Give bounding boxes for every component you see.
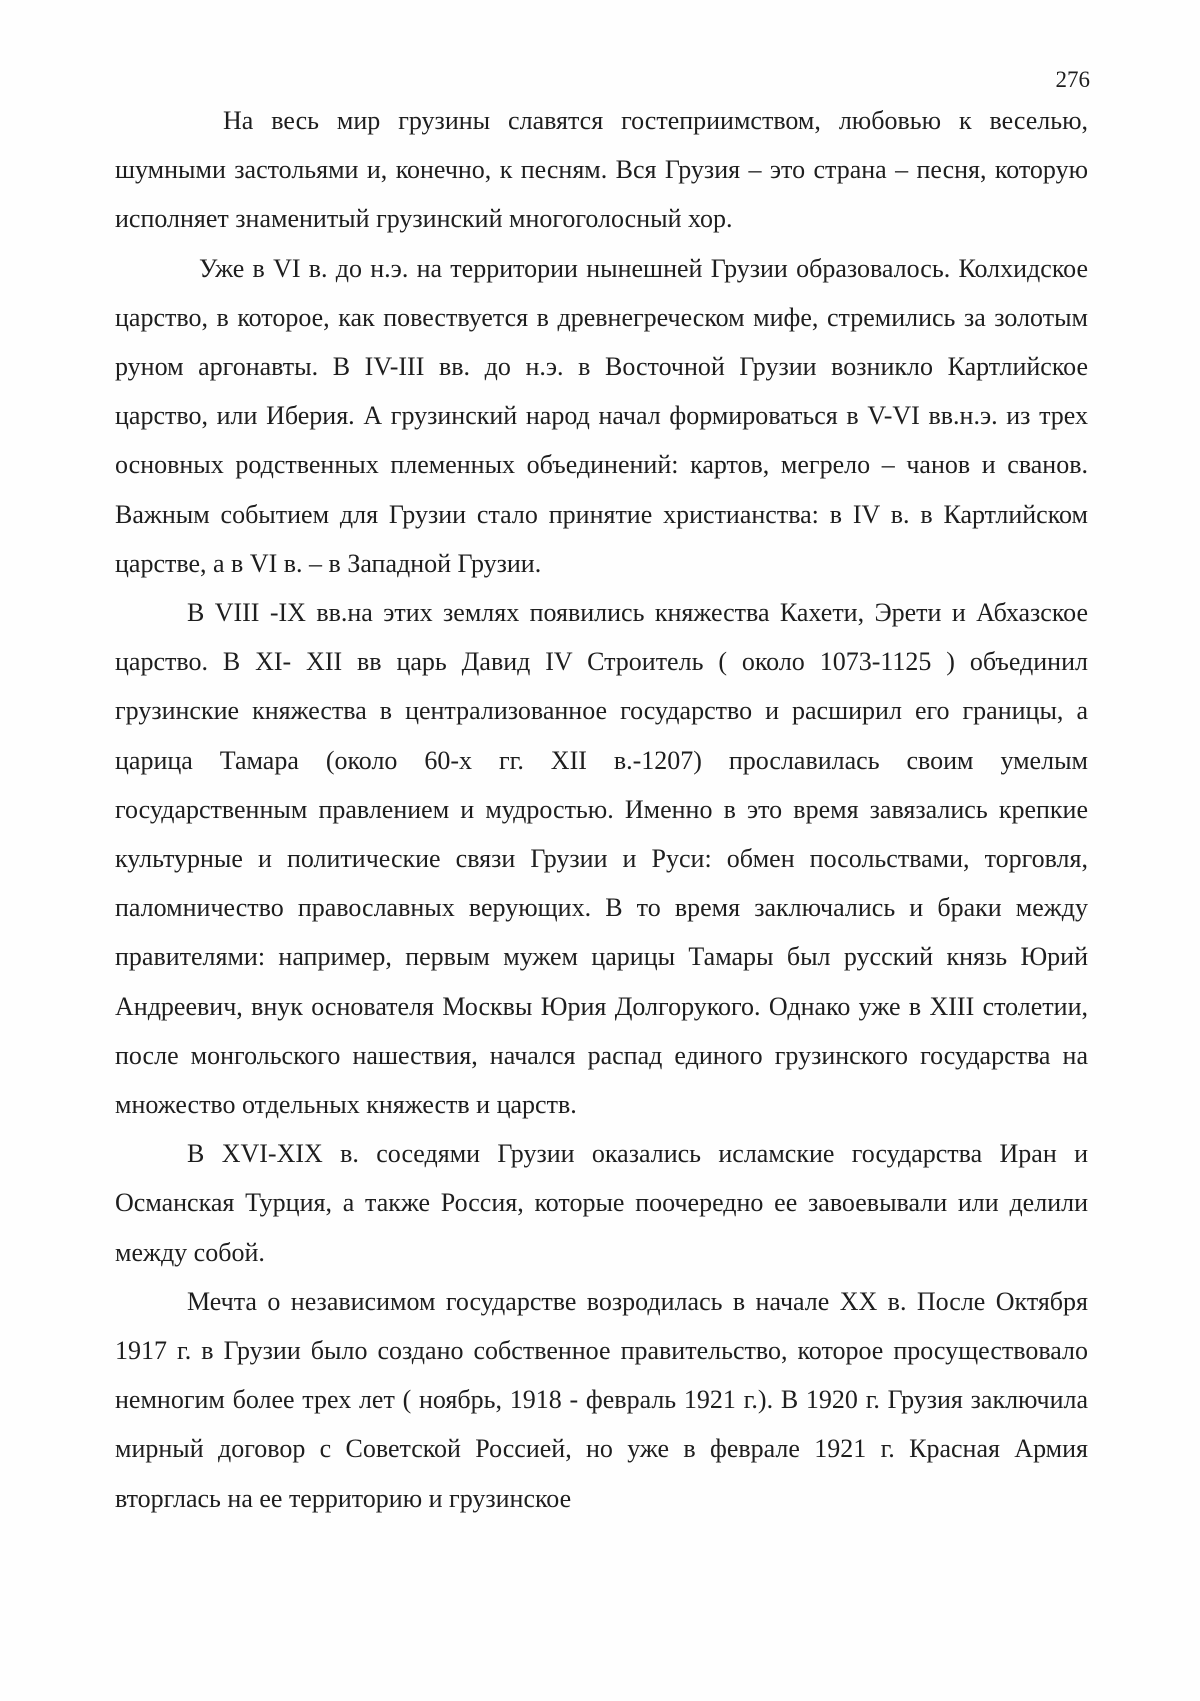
- page-number: 276: [1055, 67, 1090, 92]
- paragraph-neighbours: В XVI-XIX в. соседями Грузии оказались исламские государства Иран и Османская Турция, а также Россия, которые поочередно ее завоевывали или делили между собой.: [115, 1139, 1088, 1267]
- paragraph-medieval-georgia: В VIII -IX вв.на этих землях появились княжества Кахети, Эрети и Абхазское царство. В XI- XII вв царь Давид IV Строитель ( около 1073-1125 ) объединил грузинские княжества в централизованное государство и расширил его границы, а царица Тамара (около 60-х гг. XII в.-1207) прославилась своим умелым государственным правлением и мудростью. Именно в это время завязались крепкие культурные и политические связи Грузии и Руси: обмен посольствами, торговля, паломничество православных верующих. В то время заключались и браки между правителями: например, первым мужем царицы Тамары был русский князь Юрий Андреевич, внук основателя Москвы Юрия Долгорукого. Однако уже в XIII столетии, после монгольского нашествия, начался распад единого грузинского государства на множество отдельных княжеств и царств.: [115, 598, 1088, 1120]
- paragraph-hospitality: На весь мир грузины славятся гостеприимством, любовью к веселью, шумными застольями и, конечно, к песням. Вся Грузия – это страна – песня, которую исполняет знаменитый грузинский многоголосный хор.: [115, 106, 1088, 234]
- paragraph-ancient-kingdoms: Уже в VI в. до н.э. на территории нынешней Грузии образовалось. Колхидское царство, в которое, как повествуется в древнегреческом мифе, стремились за золотым руном аргонавты. В IV-III вв. до н.э. в Восточной Грузии возникло Картлийское царство, или Иберия. А грузинский народ начал формироваться в V-VI вв.н.э. из трех основных родственных племенных объединений: картов, мегрело – чанов и сванов. Важным событием для Грузии стало принятие христианства: в IV в. в Картлийском царстве, а в VI в. – в Западной Грузии.: [115, 253, 1088, 578]
- body-text: [115, 96, 1088, 1523]
- paragraph-independence: Мечта о независимом государстве возродилась в начале XX в. После Октября 1917 г. в Грузии было создано собственное правительство, которое просуществовало немногим более трех лет ( ноябрь, 1918 - февраль 1921 г.). В 1920 г. Грузия заключила мирный договор с Советской Россией, но уже в феврале 1921 г. Красная Армия вторглась на ее территорию и грузинское: [115, 1286, 1088, 1513]
